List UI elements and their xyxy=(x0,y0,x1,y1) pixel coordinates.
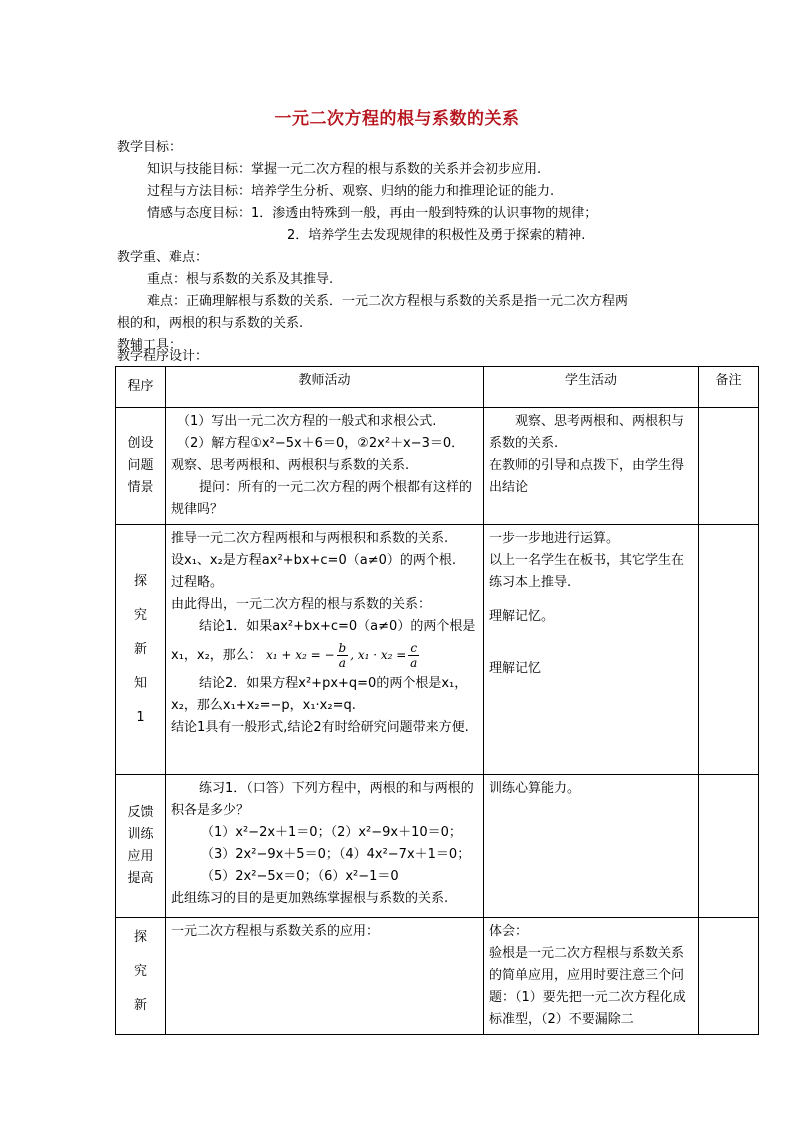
difficult-point-line-2: 根的和，两根的积与系数的关系. xyxy=(117,316,304,331)
teacher-text: 结论2．如果方程x²+px+q=0的两个根是x₁，x₂，那么x₁+x₂=−p，x₁·x₂=q. xyxy=(171,676,468,713)
teacher-text: x₁，x₂，那么： xyxy=(171,648,262,663)
formula-sum-lhs: x₁ + x₂ = − xyxy=(265,648,335,662)
teacher-text: 由此得出，一元二次方程的根与系数的关系： xyxy=(171,597,432,612)
stage-label: 探 xyxy=(133,573,147,589)
student-text: 以上一名学生在板书，其它学生在练习本上推导. xyxy=(489,553,685,590)
teacher-text: （5）2x²−5x＝0；（6）x²−1＝0 xyxy=(201,869,399,884)
teacher-text: 过程略。 xyxy=(171,575,224,590)
teacher-text: 推导一元二次方程两根和与两根积和系数的关系. xyxy=(171,531,449,546)
stage-cell xyxy=(116,775,166,918)
header-teacher: 教师活动 xyxy=(166,367,484,408)
student-text: 验根是一元二次方程根与系数关系的简单应用，应用时要注意三个问题：（1）要先把一元二次方程化成标准型，（2）不要漏除二 xyxy=(489,946,686,1027)
student-text: 理解记忆。 xyxy=(489,609,555,624)
note-cell xyxy=(699,408,759,525)
stage-label: 情景 xyxy=(127,480,154,495)
goal-attitude-2: 2．培养学生去发现规律的积极性及勇于探索的精神. xyxy=(287,228,586,243)
stage-label: 探 xyxy=(133,930,147,945)
teacher-text: 结论1．如果ax²+bx+c=0（a≠0）的两个根是 xyxy=(199,619,476,634)
stage-label: 新 xyxy=(133,641,147,657)
stage-label: 提高 xyxy=(127,871,154,886)
formula-line xyxy=(171,638,478,673)
student-text: 训练心算能力。 xyxy=(489,781,581,796)
fraction-denominator: a xyxy=(410,656,418,670)
teaching-aids: 教辅工具： xyxy=(117,338,183,353)
teacher-text: 提问：所有的一元二次方程的两个根都有这样的规律吗？ xyxy=(171,480,473,517)
stage-label: 新 xyxy=(133,998,147,1013)
key-heading: 教学重、难点： xyxy=(117,250,209,265)
note-cell xyxy=(699,918,759,1035)
header-student: 学生活动 xyxy=(484,367,699,408)
fraction-numerator: c xyxy=(410,641,418,655)
stage-label: 究 xyxy=(133,964,147,979)
stage-label: 创设 xyxy=(127,436,154,451)
teacher-text: 观察、思考两根和、两根积与系数的关系. xyxy=(171,458,410,473)
teacher-text: 练习1．（口答）下列方程中，两根的和与两根的积各是多少？ xyxy=(171,781,474,818)
key-point: 重点：根与系数的关系及其推导. xyxy=(147,272,334,287)
stage-label: 1 xyxy=(136,709,145,725)
teacher-text: 设x₁、x₂是方程ax²+bx+c=0（a≠0）的两个根. xyxy=(171,553,456,568)
table-header-row xyxy=(116,367,759,408)
student-text: 在教师的引导和点拨下，由学生得出结论 xyxy=(489,458,685,495)
goals-heading: 教学目标： xyxy=(117,140,183,155)
page-title: 一元二次方程的根与系数的关系 xyxy=(274,109,520,129)
teacher-text: （1）写出一元二次方程的一般式和求根公式. xyxy=(177,414,437,429)
goal-process: 过程与方法目标：培养学生分析、观察、归纳的能力和推理论证的能力. xyxy=(147,184,555,199)
teacher-text: 此组练习的目的是更加熟练掌握根与系数的关系. xyxy=(171,891,449,906)
teacher-text: （1）x²−2x＋1＝0；（2）x²−9x＋10＝0； xyxy=(201,825,462,840)
table-row xyxy=(116,918,759,1035)
student-text: 观察、思考两根和、两根积与系数的关系. xyxy=(489,414,685,451)
note-cell xyxy=(699,525,759,775)
stage-cell xyxy=(116,918,166,1035)
student-cell xyxy=(484,918,699,1035)
stage-label: 知 xyxy=(133,675,147,691)
teacher-cell xyxy=(166,918,484,1035)
stage-label: 问题 xyxy=(127,458,154,473)
fraction-denominator: a xyxy=(338,656,346,670)
teacher-cell xyxy=(166,525,484,775)
table-row xyxy=(116,775,759,918)
table-row xyxy=(116,525,759,775)
fraction-b-over-a xyxy=(337,641,349,670)
stage-cell xyxy=(116,408,166,525)
student-cell xyxy=(484,408,699,525)
student-text: 一步一步地进行运算。 xyxy=(489,531,620,546)
student-text: 体会： xyxy=(489,924,529,939)
header-note: 备注 xyxy=(699,367,759,408)
note-cell xyxy=(699,775,759,918)
stage-label: 训练 xyxy=(127,827,154,842)
formula-product-lhs: , x₁ · x₂ = xyxy=(350,648,407,662)
fraction-numerator: b xyxy=(338,641,347,655)
teacher-cell xyxy=(166,408,484,525)
difficult-point-line-1: 难点：正确理解根与系数的关系．一元二次方程根与系数的关系是指一元二次方程两 xyxy=(147,294,629,309)
teacher-text: 一元二次方程根与系数关系的应用： xyxy=(171,924,380,939)
teacher-text: （2）解方程①x²−5x＋6＝0，②2x²＋x−3＝0． xyxy=(177,436,465,451)
goal-knowledge: 知识与技能目标：掌握一元二次方程的根与系数的关系并会初步应用. xyxy=(147,162,542,177)
teacher-text: （3）2x²−9x＋5＝0；（4）4x²−7x＋1＝0； xyxy=(201,847,471,862)
teacher-text: 结论1具有一般形式,结论2有时给研究问题带来方便. xyxy=(171,720,469,735)
stage-cell xyxy=(116,525,166,775)
stage-label: 究 xyxy=(133,607,147,623)
stage-label: 应用 xyxy=(127,849,154,864)
student-cell xyxy=(484,525,699,775)
teacher-cell xyxy=(166,775,484,918)
student-cell xyxy=(484,775,699,918)
table-row xyxy=(116,408,759,525)
stage-label: 反馈 xyxy=(127,805,154,820)
fraction-c-over-a xyxy=(408,641,419,670)
student-text: 理解记忆 xyxy=(489,661,542,676)
header-stage: 程序 xyxy=(116,367,166,408)
procedure-heading: 教学程序设计： xyxy=(117,349,209,364)
goal-attitude-1: 情感与态度目标：1．渗透由特殊到一般，再由一般到特殊的认识事物的规律； xyxy=(147,206,598,221)
procedure-table xyxy=(115,366,759,1035)
